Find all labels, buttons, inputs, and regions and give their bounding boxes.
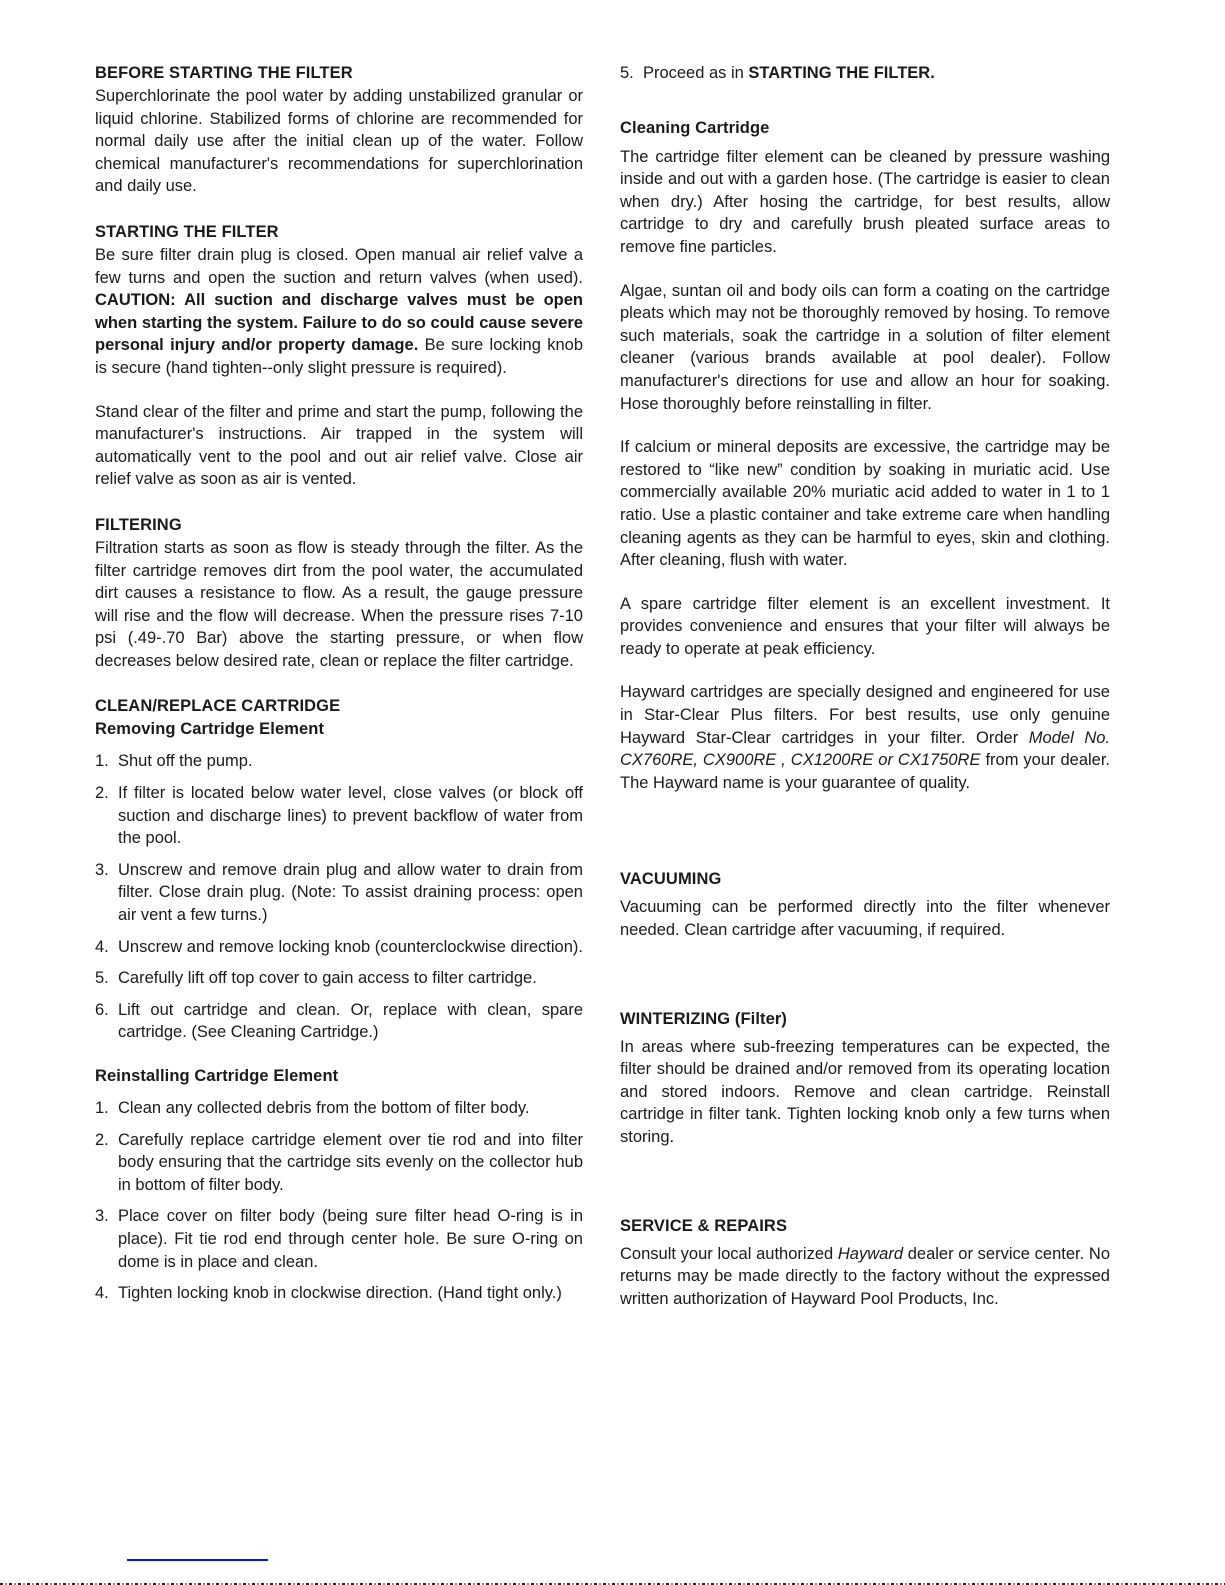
heading-service: SERVICE & REPAIRS xyxy=(620,1216,788,1235)
list-item: 1. Clean any collected debris from the bottom of filter body. xyxy=(95,1099,530,1117)
starting-filter-body xyxy=(95,244,583,380)
heading-vacuuming: VACUUMING xyxy=(620,870,722,889)
left-column xyxy=(95,62,583,1305)
cleaning-p5: Hayward cartridges are specially designed and engineered for use in Star-Clear Plus filters. For best results, use only genuine Hayward Star-Clear cartridges in your filter. Order Model No. CX760RE, CX900RE , CX1200RE or CX1750RE from your dealer. The Hayward name is your guarantee of quality. xyxy=(620,683,1110,792)
vacuuming-body: Vacuuming can be performed directly into the filter whenever needed. Clean cartridge after vacuuming, if required. xyxy=(620,898,1110,940)
list-item: 3. Place cover on filter body (being sure filter head O-ring is in place). Fit tie rod end through center hole. Be sure O-ring on dome is in place and clean. xyxy=(95,1207,583,1271)
list-item: 4. Unscrew and remove locking knob (counterclockwise direction). xyxy=(95,937,583,956)
brand-name: Hayward xyxy=(837,1244,903,1263)
list-item: 5. Carefully lift off top cover to gain access to filter cartridge. xyxy=(95,969,537,988)
list-item: 1. Shut off the pump. xyxy=(95,752,253,771)
starting-body-pre: Be sure filter drain plug is closed. Open manual air relief valve a few turns and open the suction and return valves (when used). xyxy=(95,245,583,287)
list-item: 2. If filter is located below water level, close valves (or block off suction and discharge lines) to prevent backflow of water from the pool. xyxy=(95,784,583,848)
step5-reference: STARTING THE FILTER. xyxy=(748,64,935,82)
section-before-starting xyxy=(95,62,583,198)
reinstalling-steps-list xyxy=(95,1097,583,1305)
right-column xyxy=(620,62,1110,1310)
section-service xyxy=(620,1215,1110,1311)
list-item: 3. Unscrew and remove drain plug and allow water to drain from filter. Close drain plug. (Note: To assist draining process: open air vent a few turns.) xyxy=(95,860,583,925)
section-cleaning-cartridge xyxy=(620,117,1110,795)
list-item: 2. Carefully replace cartridge element over tie rod and into filter body ensuring that the cartridge sits evenly on the collector hub in bottom of filter body. xyxy=(95,1130,583,1194)
cleaning-p2: Algae, suntan oil and body oils can form a coating on the cartridge pleats which may not be thoroughly removed by hosing. To remove such materials, soak the cartridge in a solution of filter element cleaner (various brands available at pool dealer). Follow manufacturer's directions for use and allow an hour for soaking. Hose thoroughly before reinstalling in filter. xyxy=(620,281,1110,413)
heading-before-starting: BEFORE STARTING THE FILTER xyxy=(95,64,353,82)
before-starting-body: Superchlorinate the pool water by adding unstabilized granular or liquid chlorine. Stabilized forms of chlorine are recommended for normal daily use after the initial clean up of the water. Follow chemical manufacturer's recommendations for superchlorination and daily use. xyxy=(95,87,583,196)
section-reinstalling xyxy=(95,1065,583,1305)
winterizing-body: In areas where sub-freezing temperatures can be expected, the filter should be drained and/or removed from its operating location and stored indoors. Remove and clean cartridge. Reinstall cartridge in filter tank. Tighten locking knob only a few turns when storing. xyxy=(620,1037,1110,1146)
heading-clean-replace: CLEAN/REPLACE CARTRIDGE xyxy=(95,697,341,716)
filtering-body: Filtration starts as soon as flow is steady through the filter. As the filter cartridge removes dirt from the pool water, the accumulated dirt causes a resistance to flow. As a result, the gauge pressure will rise and the flow will decrease. When the pressure rises 7-10 psi (.49-.70 Bar) above the starting pressure, or when flow decreases below desired rate, clean or replace the filter cartridge. xyxy=(95,538,583,670)
heading-starting-filter: STARTING THE FILTER xyxy=(95,222,279,241)
service-body: Consult your local authorized Hayward dealer or service center. No returns may be made directly to the factory without the expressed written authorization of Hayward Pool Products, Inc. xyxy=(620,1244,1110,1308)
heading-cleaning-cartridge: Cleaning Cartridge xyxy=(620,118,770,137)
cleaning-p3: If calcium or mineral deposits are excessive, the cartridge may be restored to “like new” condition by soaking in muriatic acid. Use commercially available 20% muriatic acid added to water in 1 to 1 ratio. Use a plastic container and take extreme care when handling cleaning agents as they can be harmful to eyes, skin and clothing. After cleaning, flush with water. xyxy=(620,438,1110,570)
starting-body-post: Be sure locking knob is secure (hand tighten--only slight pressure is required). xyxy=(95,336,583,377)
removing-steps-list xyxy=(95,750,583,1044)
section-winterizing xyxy=(620,1008,1110,1149)
list-item: 6. Lift out cartridge and clean. Or, replace with clean, spare cartridge. (See Cleaning Cartridge.) xyxy=(95,1000,583,1042)
accent-line xyxy=(127,1559,268,1561)
starting-filter-body-2: Stand clear of the filter and prime and start the pump, following the manufacturer's instructions. Air trapped in the system will automatically vent to the pool and out air relief valve. Close air relief valve as soon as air is vented. xyxy=(95,402,583,489)
heading-winterizing: WINTERIZING (Filter) xyxy=(620,1009,787,1028)
section-filtering xyxy=(95,514,583,673)
section-clean-replace xyxy=(95,695,583,1044)
caution-warning: CAUTION: All suction and discharge valves must be open when starting the system. Failure to do so could cause severe personal injury and/or property damage. xyxy=(95,291,583,355)
list-item: 4. Tighten locking knob in clockwise direction. (Hand tight only.) xyxy=(95,1284,562,1303)
section-starting-filter xyxy=(95,221,583,491)
reinstall-step-5: 5. Proceed as in STARTING THE FILTER. xyxy=(620,64,935,82)
cleaning-p4: A spare cartridge filter element is an excellent investment. It provides convenience and ensures that your filter will always be ready to operate at peak efficiency. xyxy=(620,594,1110,658)
subheading-removing: Removing Cartridge Element xyxy=(95,720,325,739)
subheading-reinstalling: Reinstalling Cartridge Element xyxy=(95,1067,339,1085)
heading-filtering: FILTERING xyxy=(95,515,182,534)
cleaning-p1: The cartridge filter element can be cleaned by pressure washing inside and out with a garden hose. (The cartridge is easier to clean when dry.) After hosing the cartridge, for best results, allow cartridge to dry and carefully brush pleated surface areas to remove fine particles. xyxy=(620,147,1110,256)
section-vacuuming xyxy=(620,868,1110,941)
model-numbers: Model No. CX760RE, CX900RE , CX1200RE or CX1750RE xyxy=(620,728,1110,770)
